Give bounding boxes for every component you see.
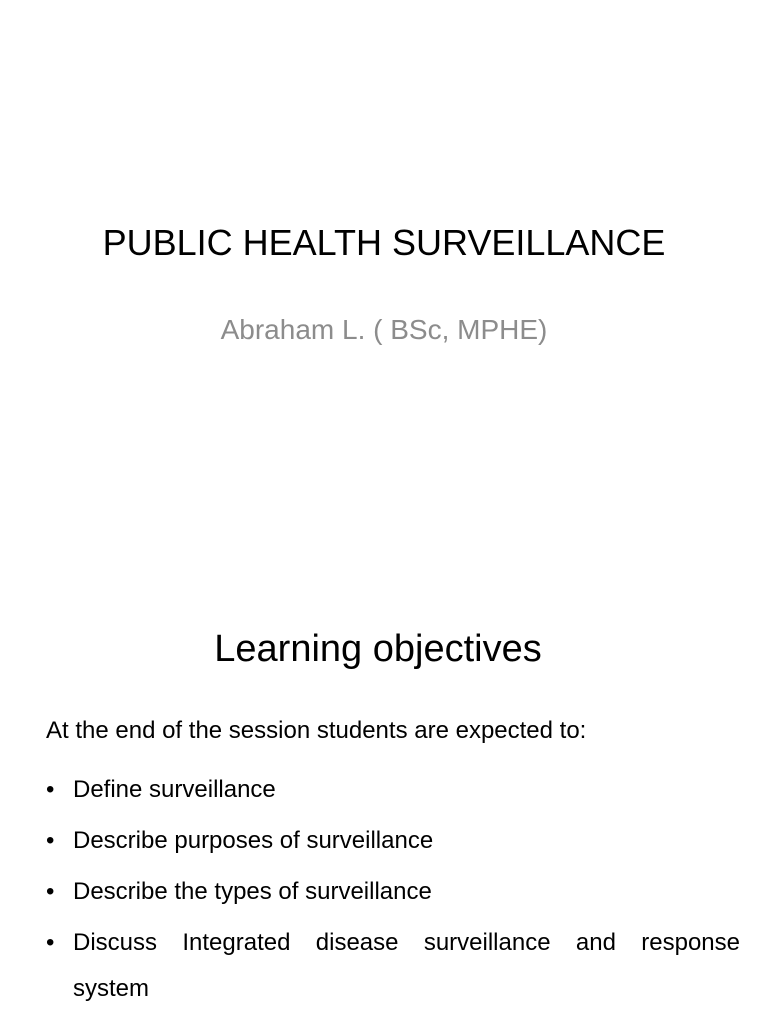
slide-title: PUBLIC HEALTH SURVEILLANCE [102, 222, 666, 263]
bullet-icon: • [46, 878, 55, 905]
intro-text: At the end of the session students are expected to: [46, 717, 587, 744]
objective-text: Discuss Integrated disease surveillance and response [73, 929, 740, 956]
bullet-icon: • [46, 827, 55, 854]
list-item [46, 869, 740, 915]
list-item [46, 767, 740, 813]
section-heading: Learning objectives [214, 628, 542, 670]
bullet-icon: • [46, 776, 55, 803]
objective-text: Define surveillance [73, 776, 276, 803]
objective-text-continued: system [73, 975, 150, 1002]
objectives-list [46, 767, 740, 1017]
list-item [46, 818, 740, 864]
objective-text: Describe purposes of surveillance [73, 827, 434, 854]
bullet-icon: • [46, 929, 55, 956]
list-item [46, 920, 740, 1012]
slide-subtitle: Abraham L. ( BSc, MPHE) [220, 314, 548, 345]
objective-text: Describe the types of surveillance [73, 878, 432, 905]
